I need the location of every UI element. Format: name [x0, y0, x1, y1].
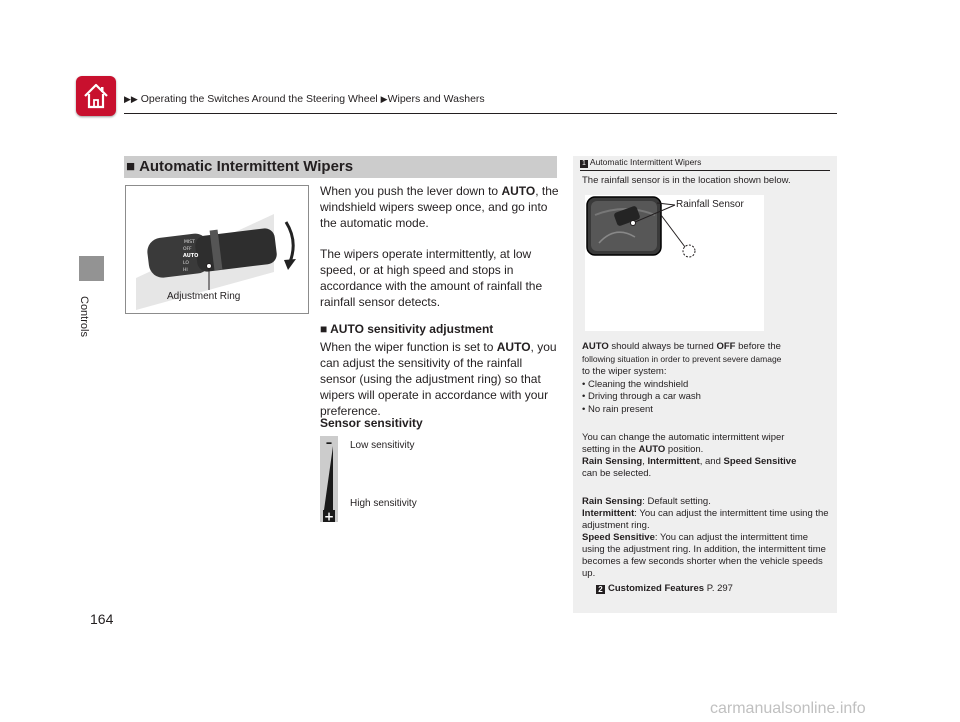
adjustment-ring-caption: Adjustment Ring	[167, 291, 241, 302]
minus-icon: –	[325, 436, 333, 451]
breadcrumb-link-wipers[interactable]: Wipers and Washers	[387, 93, 485, 105]
rainfall-sensor-label: Rainfall Sensor	[676, 199, 744, 210]
section-marker: ■	[126, 158, 136, 175]
panel-divider	[580, 170, 830, 171]
home-button[interactable]	[76, 76, 116, 116]
header-divider	[124, 113, 837, 114]
panel-change-setting: You can change the automatic intermittent wiper setting in the AUTO position. Rain Sensing, Intermittent, and Speed Sensitive can be selected.	[582, 432, 797, 479]
sensor-sensitivity-heading: Sensor sensitivity	[320, 416, 423, 430]
page-number: 164	[90, 611, 114, 627]
low-sensitivity-label: Low sensitivity	[350, 440, 415, 451]
paragraph-auto-mode: When you push the lever down to AUTO, the windshield wipers sweep once, and go into the automatic mode.	[320, 184, 559, 230]
watermark: carmanualsonline.info	[710, 700, 866, 717]
high-sensitivity-label: High sensitivity	[350, 498, 417, 509]
mode-intermittent: Intermittent: You can adjust the intermittent time using the adjustment ring.	[582, 508, 829, 531]
chapter-tab-marker[interactable]	[79, 256, 104, 281]
paragraph-sensitivity: When the wiper function is set to AUTO, you can adjust the sensitivity of the rainfall sensor (using the adjustment ring) so that wipers will operate in accordance with your preference.	[320, 340, 557, 418]
lever-text-mist: MIST	[184, 240, 195, 245]
breadcrumb-link-switches[interactable]: Operating the Switches Around the Steering Wheel	[140, 93, 378, 105]
mode-speed-sensitive: Speed Sensitive: You can adjust the intermittent time using the adjustment ring. In addition, the intermittent time becomes a few seconds shorter when the vehicle speeds up.	[582, 532, 826, 579]
lever-text-hi: HI	[183, 268, 188, 273]
plus-icon: +	[323, 509, 335, 522]
sensitivity-scale	[320, 436, 338, 522]
chapter-tab-label[interactable]: Controls	[78, 296, 90, 337]
subheading-auto-sensitivity: ■ AUTO sensitivity adjustment	[320, 322, 494, 336]
page-reference-icon: 2	[596, 585, 605, 594]
paragraph-intermittent: The wipers operate intermittently, at low speed, or at high speed and stops in accordance with the amount of rainfall the rainfall sensor detects.	[320, 247, 543, 309]
panel-mode-descriptions	[582, 496, 832, 580]
panel-intro: The rainfall sensor is in the location shown below.	[582, 175, 791, 186]
section-title: Automatic Intermittent Wipers	[139, 158, 354, 175]
breadcrumb	[124, 93, 485, 105]
section-heading	[124, 156, 557, 178]
mode-rain-sensing: Rain Sensing: Default setting.	[582, 496, 711, 507]
list-item: • Cleaning the windshield	[582, 379, 689, 390]
panel-title[interactable]: 1 Automatic Intermittent Wipers	[580, 157, 701, 168]
chevron-right-icon: ▶	[380, 94, 388, 104]
customized-features-link[interactable]: 2 Customized Features P. 297	[596, 583, 733, 594]
list-item: • Driving through a car wash	[582, 391, 701, 402]
panel-auto-warning: AUTO should always be turned OFF before the following situation in order to prevent severe damage to the wiper system:	[582, 341, 782, 377]
lever-text-lo: LO	[183, 261, 189, 266]
chevron-right-icon: ▶▶	[124, 94, 138, 104]
lever-text-off: OFF	[183, 247, 192, 252]
lever-text-auto: AUTO	[183, 253, 199, 259]
reference-icon: 1	[580, 160, 588, 168]
list-item: • No rain present	[582, 404, 653, 415]
home-icon	[76, 76, 116, 116]
rainfall-sensor-figure	[585, 195, 764, 331]
